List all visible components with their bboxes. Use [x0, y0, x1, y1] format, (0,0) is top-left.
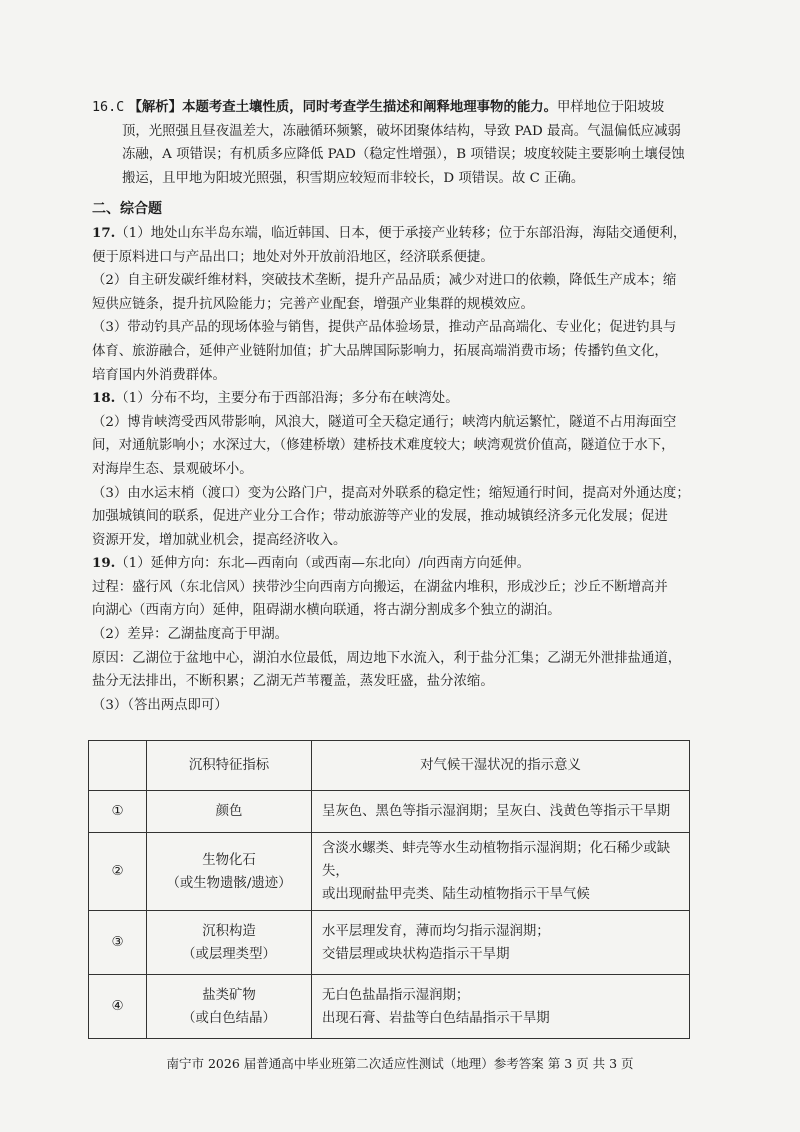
q18-line: （3）由水运末梢（渡口）变为公路门户，提高对外联系的稳定性；缩短通行时间，提高对外通达度；	[92, 485, 690, 501]
table-header-cell: 沉积特征指标	[147, 741, 312, 791]
meaning-line: 交错层理或块状构造指示干旱期	[322, 946, 510, 962]
table-row	[89, 911, 690, 975]
indicator-meaning	[312, 833, 690, 911]
row-index: ③	[89, 911, 147, 975]
q17-line	[92, 222, 720, 246]
row-index: ④	[89, 975, 147, 1039]
table-header-row	[89, 741, 690, 791]
meaning-line: 无白色盐晶指示湿润期；	[322, 987, 470, 1003]
q16-number: 16.C	[92, 100, 125, 115]
q18-line: 加强城镇间的联系，促进产业分工合作；带动旅游等产业的发展，推动城镇经济多元化发展；促进	[92, 509, 668, 525]
answer-content	[92, 96, 720, 717]
q16-text: 甲样地位于阳坡坡	[557, 100, 665, 115]
table-row	[89, 791, 690, 833]
q16-analysis-label: 【解析】本题考查土壤性质，同时考查学生描述和阐释地理事物的能力。	[128, 99, 558, 115]
q18-number: 18.	[92, 390, 116, 407]
q16-line: 搬运，且甲地为阳坡光照强，积雪期应较短而非较长，D 项错误。故 C 正确。	[122, 170, 585, 186]
page-footer: 南宁市 2026 届普通高中毕业班第二次适应性测试（地理）参考答案 第 3 页 共 3 页	[166, 1056, 634, 1071]
q18-text: （1）分布不均，主要分布于西部沿海；多分布在峡湾处。	[115, 391, 459, 407]
q17-line: 便于原料进口与产品出口；地处对外开放前沿地区，经济联系便捷。	[92, 249, 494, 265]
q19-text: （1）延伸方向：东北—西南向（或西南—东北向）/向西南方向延伸。	[115, 556, 531, 572]
q17-line: 培育国内外消费群体。	[92, 367, 226, 383]
indicator-table	[88, 740, 690, 1039]
q17-number: 17.	[92, 224, 116, 241]
meaning-line: 水平层理发育，薄而均匀指示湿润期；	[322, 923, 550, 939]
q16-line: 顶，光照强且昼夜温差大，冻融循环频繁，破坏团聚体结构，导致 PAD 最高。气温偏低应减弱	[122, 123, 681, 139]
q19-line: 向湖心（西南方向）延伸，阻碍湖水横向联通，将古湖分割成多个独立的湖泊。	[92, 603, 561, 619]
indicator-name-line: （或生物遗骸/遗迹）	[166, 875, 292, 891]
indicator-name	[147, 791, 312, 833]
row-index: ①	[89, 791, 147, 833]
table-header-cell: 对气候干湿状况的指示意义	[312, 741, 690, 791]
indicator-meaning	[312, 791, 690, 833]
q19-line: 盐分无法排出，不断积累；乙湖无芦苇覆盖，蒸发旺盛，盐分浓缩。	[92, 674, 494, 690]
row-index: ②	[89, 833, 147, 911]
q19-line: （3）（答出两点即可）	[92, 697, 228, 713]
meaning-line: 含淡水螺类、蚌壳等水生动植物指示湿润期；化石稀少或缺失，	[322, 841, 671, 879]
indicator-name-line: 盐类矿物	[202, 987, 256, 1003]
q17-text: （1）地处山东半岛东端，临近韩国、日本，便于承接产业转移；位于东部沿海，海陆交通便利，	[115, 225, 687, 241]
q19-line: 原因：乙湖位于盆地中心，湖泊水位最低，周边地下水流入，利于盐分汇集；乙湖无外泄排盐通道，	[92, 650, 682, 666]
indicator-name-line: （或层理类型）	[182, 946, 276, 962]
q16-line: 冻融，A 项错误；有机质多应降低 PAD（稳定性增强），B 项错误；坡度较陡主要影响土壤侵蚀	[122, 147, 685, 163]
q19-line	[92, 552, 720, 576]
indicator-name-line: 颜色	[215, 804, 243, 819]
q18-line: （2）博肯峡湾受西风带影响，风浪大，隧道可全天稳定通行；峡湾内航运繁忙，隧道不占用海面空	[92, 414, 677, 430]
table-row	[89, 975, 690, 1039]
meaning-line: 出现石膏、岩盐等白色结晶指示干旱期	[322, 1010, 550, 1026]
q18-line: 间，对通航影响小；水深过大，（修建桥墩）建桥技术难度较大；峡湾观赏价值高，隧道位于水下，	[92, 438, 675, 454]
indicator-meaning	[312, 975, 690, 1039]
meaning-line: 或出现耐盐甲壳类、陆生动植物指示干旱气候	[322, 887, 590, 902]
indicator-name	[147, 833, 312, 911]
q17-line: （2）自主研发碳纤维材料，突破技术垄断，提升产品品质；减少对进口的依赖，降低生产成本；缩	[92, 273, 677, 289]
q17-line: （3）带动钓具产品的现场体验与销售，提供产品体验场景，推动产品高端化、专业化；促进钓具与	[92, 320, 677, 336]
q19-line: （2）差异：乙湖盐度高于甲湖。	[92, 627, 288, 643]
q18-line: 资源开发，增加就业机会，提高经济收入。	[92, 532, 347, 548]
q18-line: 对海岸生态、景观破坏小。	[92, 461, 253, 477]
q18-line	[92, 387, 720, 411]
indicator-meaning	[312, 911, 690, 975]
q19-line: 过程：盛行风（东北信风）挟带沙尘向西南方向搬运，在湖盆内堆积，形成沙丘；沙丘不断增高并	[92, 579, 668, 595]
meaning-line: 呈灰色、黑色等指示湿润期；呈灰白、浅黄色等指示干旱期	[322, 804, 671, 819]
q17-line: 短供应链条，提升抗风险能力；完善产业配套，增强产业集群的规模效应。	[92, 296, 534, 312]
indicator-name-line: 生物化石	[202, 852, 256, 868]
indicator-name-line: （或白色结晶）	[182, 1010, 276, 1026]
table-header-cell	[89, 741, 147, 791]
indicator-name	[147, 911, 312, 975]
table-row	[89, 833, 690, 911]
q17-line: 体育、旅游融合，延伸产业链附加值；扩大品牌国际影响力，拓展高端消费市场；传播钓鱼文化，	[92, 343, 668, 359]
q19-number: 19.	[92, 555, 116, 572]
q16-line-1	[92, 96, 720, 120]
indicator-name-line: 沉积构造	[202, 923, 256, 939]
indicator-name	[147, 975, 312, 1039]
section-title: 二、综合题	[92, 201, 162, 218]
